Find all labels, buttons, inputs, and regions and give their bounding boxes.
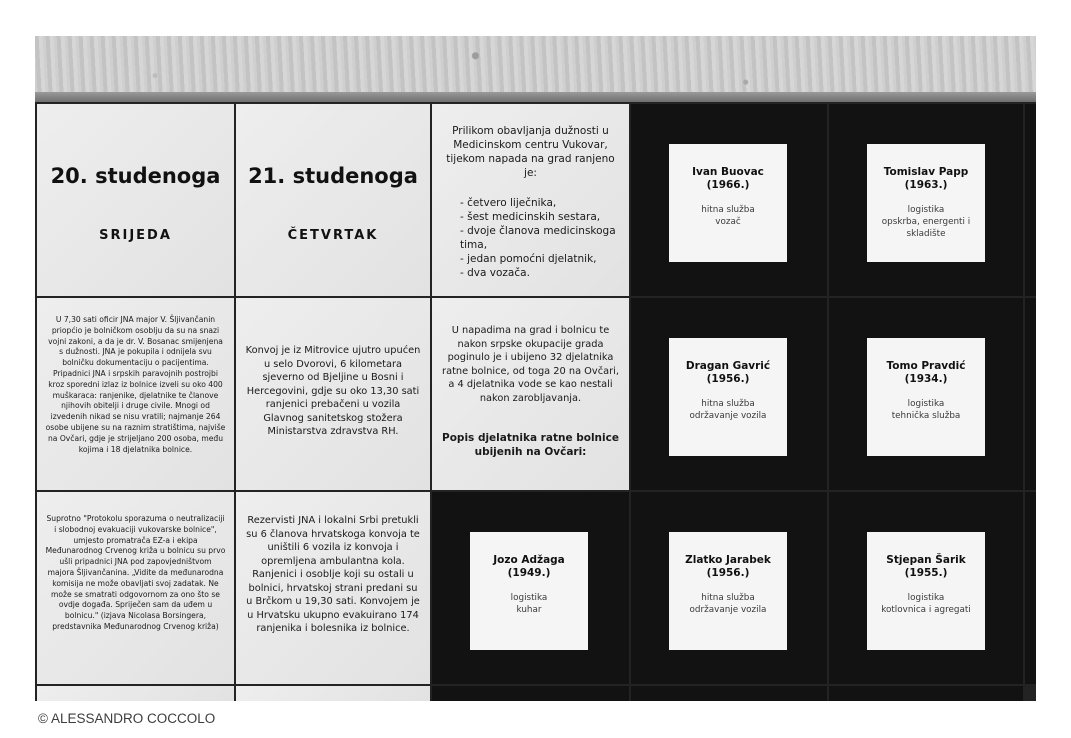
tile-partial [37, 686, 234, 701]
victim-role: logistika [907, 593, 945, 603]
victim-role: održavanje vozila [689, 605, 767, 615]
concrete-edge [35, 92, 1036, 102]
victim-name: Jozo Adžaga [493, 554, 565, 566]
victim-role: logistika [510, 593, 548, 603]
list-item: - dva vozača. [460, 267, 530, 279]
victim-name: Stjepan Šarik [886, 554, 966, 566]
victim-card [867, 338, 985, 456]
tile-date-21 [236, 104, 430, 296]
victim-role: održavanje vozila [689, 411, 767, 421]
injured-list [460, 196, 620, 280]
tile-victim [829, 492, 1023, 684]
victim-name: Tomo Pravdić [886, 360, 966, 372]
tile-victim [631, 104, 827, 296]
list-heading: Popis djelatnika ratne bolnice ubijenih na Ovčari: [442, 432, 619, 458]
tile-victim [631, 298, 827, 490]
date-heading: 20. studenoga [50, 164, 221, 188]
list-item: - jedan pomoćni djelatnik, [460, 253, 597, 265]
tile-text [236, 298, 430, 490]
list-item: - šest medicinskih sestara, [460, 211, 601, 223]
victim-name: Tomislav Papp [883, 166, 969, 178]
history-text: U napadima na grad i bolnicu te nakon srpske okupacije grada poginulo je i ubijeno 32 djelatnika ratne bolnice, od toga 20 na Ovčari, a 4 djelatnika vode se kao nestali nakon zarobljavanja. [442, 325, 619, 404]
memorial-wall-photo [35, 36, 1036, 701]
victim-role: opskrba, energenti i [881, 217, 971, 227]
victim-card [470, 532, 588, 650]
history-text: Suprotno "Protokolu sporazuma o neutralizaciji i slobodnoj evakuaciji vukovarske bolnice", umjesto promatrača EZ-a i ekipa Međunarodnog Crvenog križa u bolnicu su prvo ušli pripadnici JNA pod zapovjedništvom majora Šljivančanina. „Vidite da međunarodna komisija ne može obavljati svoj zadatak. Ne može se smatrati odgovornom za ono što se ovdje događa. Spriječen sam da uđem u bolnicu." (izjava Nicolasa Borsingera, predstavnika Međunarodnog Crvenog križa) [45, 514, 226, 631]
victim-name: Dragan Gavrić [685, 360, 771, 372]
victim-card [669, 338, 787, 456]
tile-date-20 [37, 104, 234, 296]
victim-year: (1956.) [706, 567, 750, 579]
tile-victim [432, 492, 629, 684]
weekday-label: ČETVRTAK [287, 228, 379, 243]
intro-text: Prilikom obavljanja dužnosti u Medicinskom centru Vukovar, tijekom napada na grad ranjeno je: [446, 125, 615, 179]
tile-partial [829, 686, 1023, 701]
tile-wall [35, 102, 1036, 701]
victim-role: kotlovnica i agregati [881, 605, 971, 615]
victim-year: (1934.) [904, 373, 948, 385]
tile-partial [631, 686, 827, 701]
victim-role: hitna služba [701, 593, 755, 603]
victim-card [867, 144, 985, 262]
victim-year: (1966.) [706, 179, 750, 191]
victim-role: logistika [907, 205, 945, 215]
tile-partial [432, 686, 629, 701]
victim-name: Ivan Buovac [692, 166, 764, 178]
history-text: U 7,30 sati oficir JNA major V. Šljivančanin priopćio je bolničkom osoblju da su na snazi vojni zakoni, a da je dr. V. Bosanac smijenjena s dužnosti. JNA je pokupila i odnijela svu bolničku dokumentaciju o pacijentima. Pripadnici JNA i srpskih paravojnih postrojbi kroz sporedni izlaz iz bolnice izveli su oko 400 muškaraca: ranjenike, djelatnike te članove njihovih obitelji i druge civile. Mnogi od izvedenih nikad se nisu vratili; najmanje 264 osobe ubijene su na raznim stratištima, najviše na Ovčari, gdje je strijeljano 200 osoba, među kojima i 18 djelatnika bolnice. [45, 315, 226, 454]
date-heading: 21. studenoga [248, 164, 418, 188]
tile-victim [829, 104, 1023, 296]
victim-role: hitna služba [701, 399, 755, 409]
victim-role: skladište [906, 229, 946, 239]
history-text: Konvoj je iz Mitrovice ujutro upućen u selo Dvorovi, 6 kilometara sjeverno od Bjeljine u Bosni i Hercegovini, gdje su oko 13,30 sati ranjenici prebačeni u vozila Glavnog sanitetskog stožera Ministarstva zdravstva RH. [245, 345, 421, 437]
tile-text [37, 492, 234, 684]
victim-card [669, 532, 787, 650]
victim-role: tehnička služba [891, 411, 961, 421]
victim-year: (1955.) [904, 567, 948, 579]
victim-card [867, 532, 985, 650]
victim-card [669, 144, 787, 262]
history-text: Rezervisti JNA i lokalni Srbi pretukli su 6 članova hrvatskoga konvoja te uništili 6 vozila iz konvoja i opremljena ambulantna kola. Ranjenici i osoblje koji su ostali u bolnici, hrvatskoj strani predani su u Brčkom u 19,30 sati. Konvojem je u Hrvatsku ukupno evakuirano 174 ranjenika i bolesnika iz bolnice. [246, 515, 420, 634]
list-item: - dvoje članova medicinskoga tima, [460, 225, 616, 251]
tile-edge [1025, 492, 1036, 684]
victim-year: (1949.) [507, 567, 551, 579]
tile-victim [829, 298, 1023, 490]
tile-victim [631, 492, 827, 684]
weekday-label: SRIJEDA [99, 228, 172, 243]
tile-edge [1025, 298, 1036, 490]
victim-role: kuhar [516, 605, 542, 615]
tile-text [432, 298, 629, 490]
tile-text [37, 298, 234, 490]
victim-role: hitna služba [701, 205, 755, 215]
tile-edge [1025, 104, 1036, 296]
victim-year: (1956.) [706, 373, 750, 385]
list-item: - četvero liječnika, [460, 197, 557, 209]
victim-role: vozač [715, 217, 741, 227]
photo-credit: © ALESSANDRO COCCOLO [38, 711, 216, 726]
victim-name: Zlatko Jarabek [685, 554, 771, 566]
tile-text [236, 492, 430, 684]
tile-intro [432, 104, 629, 296]
tile-partial [236, 686, 430, 701]
victim-role: logistika [907, 399, 945, 409]
victim-year: (1963.) [904, 179, 948, 191]
